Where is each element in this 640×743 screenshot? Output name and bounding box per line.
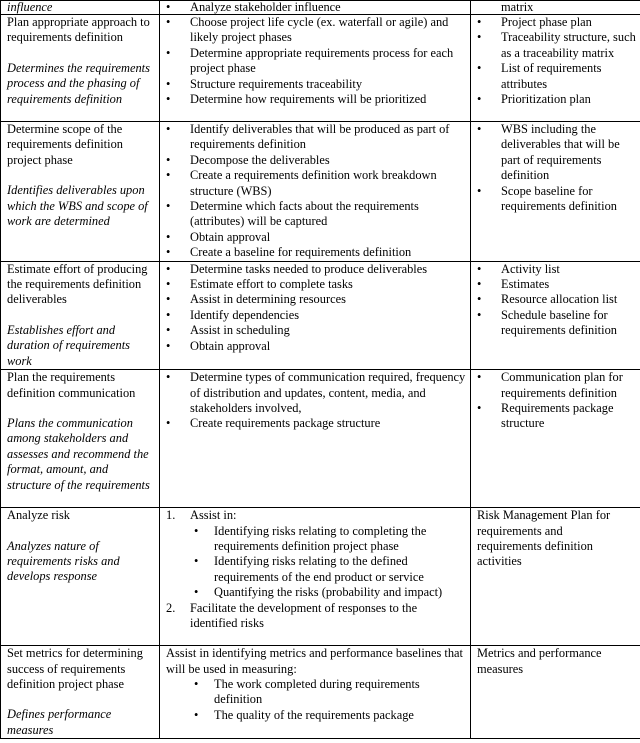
output-item: • List of requirements attributes: [477, 61, 636, 92]
output-text: Risk Management Plan for requirements and requirements definition activities: [477, 508, 611, 569]
task-item: • Create a requirements definition work breakdown structure (WBS): [166, 168, 466, 199]
output-item: • Scope baseline for requirements definition: [477, 184, 636, 215]
task-text: Facilitate the development of responses to the identified risks: [190, 600, 418, 630]
output-item: • Traceability structure, such as a traceability matrix: [477, 30, 636, 61]
activity-title: Plan appropriate approach to requirements definition: [7, 15, 150, 45]
activity-title: Set metrics for determining success of requirements definition project phase: [7, 646, 143, 691]
tasks-cell: [160, 15, 471, 122]
activity-cell: [1, 508, 160, 646]
tasks-cell: [160, 1, 471, 15]
outputs-cell: [471, 15, 640, 122]
task-item: • Assist in determining resources: [166, 292, 466, 307]
output-text: Metrics and performance measures: [477, 646, 602, 676]
sub-task-item: • Quantifying the risks (probability and impact): [190, 585, 466, 600]
output-item: • Requirements package structure: [477, 401, 636, 432]
task-item: • Identify dependencies: [166, 308, 466, 323]
tasks-cell: [160, 508, 471, 646]
outputs-cell: [471, 370, 640, 508]
activity-cell: [1, 1, 160, 15]
table-row: [1, 122, 640, 262]
activity-title: Plan the requirements definition communication: [7, 370, 136, 400]
outputs-cell: [471, 508, 640, 646]
task-item: • Determine appropriate requirements process for each project phase: [166, 46, 466, 77]
tasks-cell: [160, 370, 471, 508]
task-item: • Analyze stakeholder influence: [166, 1, 466, 14]
outputs-cell: [471, 646, 640, 739]
output-item: • Resource allocation list: [477, 292, 636, 307]
table-row: [1, 1, 640, 15]
activity-description: Analyzes nature of requirements risks and develops response: [7, 538, 120, 584]
outputs-cell: [471, 261, 640, 369]
activity-description: Plans the communication among stakeholders and assesses and recommend the format, amount, and structure of the requirements: [7, 415, 150, 492]
task-item: • Identify deliverables that will be produced as part of requirements definition: [166, 122, 466, 153]
activity-description: Defines performance measures: [7, 707, 112, 737]
task-item: • Obtain approval: [166, 339, 466, 354]
table-row: [1, 261, 640, 369]
task-item: • Determine tasks needed to produce deliverables: [166, 262, 466, 277]
activity-cell: [1, 15, 160, 122]
numbered-task: [166, 601, 466, 632]
output-item: • Communication plan for requirements definition: [477, 370, 636, 401]
task-text: Assist in identifying metrics and performance baselines that will be used in measuring:: [166, 646, 463, 676]
activity-description: influence: [7, 0, 53, 14]
outputs-cell: [471, 122, 640, 262]
activity-description: Determines the requirements process and the phasing of requirements definition: [7, 60, 150, 106]
task-item: • Obtain approval: [166, 230, 466, 245]
task-item: • Create a baseline for requirements definition: [166, 245, 466, 260]
numbered-task: [166, 508, 466, 600]
table-row: [1, 15, 640, 122]
output-item: • Project phase plan: [477, 15, 636, 30]
activity-title: Estimate effort of producing the requirements definition deliverables: [7, 261, 148, 307]
task-item: • Determine types of communication required, frequency of distribution and updates, content, media, and stakeholders involved,: [166, 370, 466, 416]
sub-task-item: • The work completed during requirements definition: [190, 677, 466, 708]
task-item: • Estimate effort to complete tasks: [166, 277, 466, 292]
output-item: • Activity list: [477, 262, 636, 277]
output-item: • WBS including the deliverables that will be part of requirements definition: [477, 122, 636, 184]
output-item: matrix: [501, 0, 534, 14]
task-item: • Structure requirements traceability: [166, 77, 466, 92]
task-item: • Choose project life cycle (ex. waterfall or agile) and likely project phases: [166, 15, 466, 46]
activity-description: Establishes effort and duration of requirements work: [7, 322, 130, 368]
output-item: • Schedule baseline for requirements definition: [477, 308, 636, 339]
activity-cell: [1, 261, 160, 369]
table-row: [1, 508, 640, 646]
activity-title: Determine scope of the requirements definition project phase: [7, 122, 123, 167]
activity-cell: [1, 370, 160, 508]
outputs-cell: [471, 1, 640, 15]
task-item: • Decompose the deliverables: [166, 153, 466, 168]
tasks-cell: [160, 261, 471, 369]
task-item: • Determine which facts about the requirements (attributes) will be captured: [166, 199, 466, 230]
task-text: Assist in:: [190, 508, 237, 523]
sub-task-item: • Identifying risks relating to completing the requirements definition project phase: [190, 524, 466, 555]
tasks-cell: [160, 122, 471, 262]
sub-task-item: • Identifying risks relating to the defined requirements of the end product or service: [190, 554, 466, 585]
output-item: • Prioritization plan: [477, 92, 636, 107]
output-item: • Estimates: [477, 277, 636, 292]
table-row: [1, 370, 640, 508]
activity-description: Identifies deliverables upon which the WBS and scope of work are determined: [7, 183, 148, 229]
task-number: 2.: [166, 600, 176, 615]
table-row: [1, 646, 640, 739]
tasks-cell: [160, 646, 471, 739]
sub-task-item: • The quality of the requirements package: [190, 708, 466, 723]
activity-title: Analyze risk: [7, 508, 70, 523]
task-item: • Assist in scheduling: [166, 323, 466, 338]
activity-cell: [1, 122, 160, 262]
task-number: 1.: [166, 508, 176, 523]
activity-cell: [1, 646, 160, 739]
task-item: • Create requirements package structure: [166, 416, 466, 431]
task-item: • Determine how requirements will be prioritized: [166, 92, 466, 107]
